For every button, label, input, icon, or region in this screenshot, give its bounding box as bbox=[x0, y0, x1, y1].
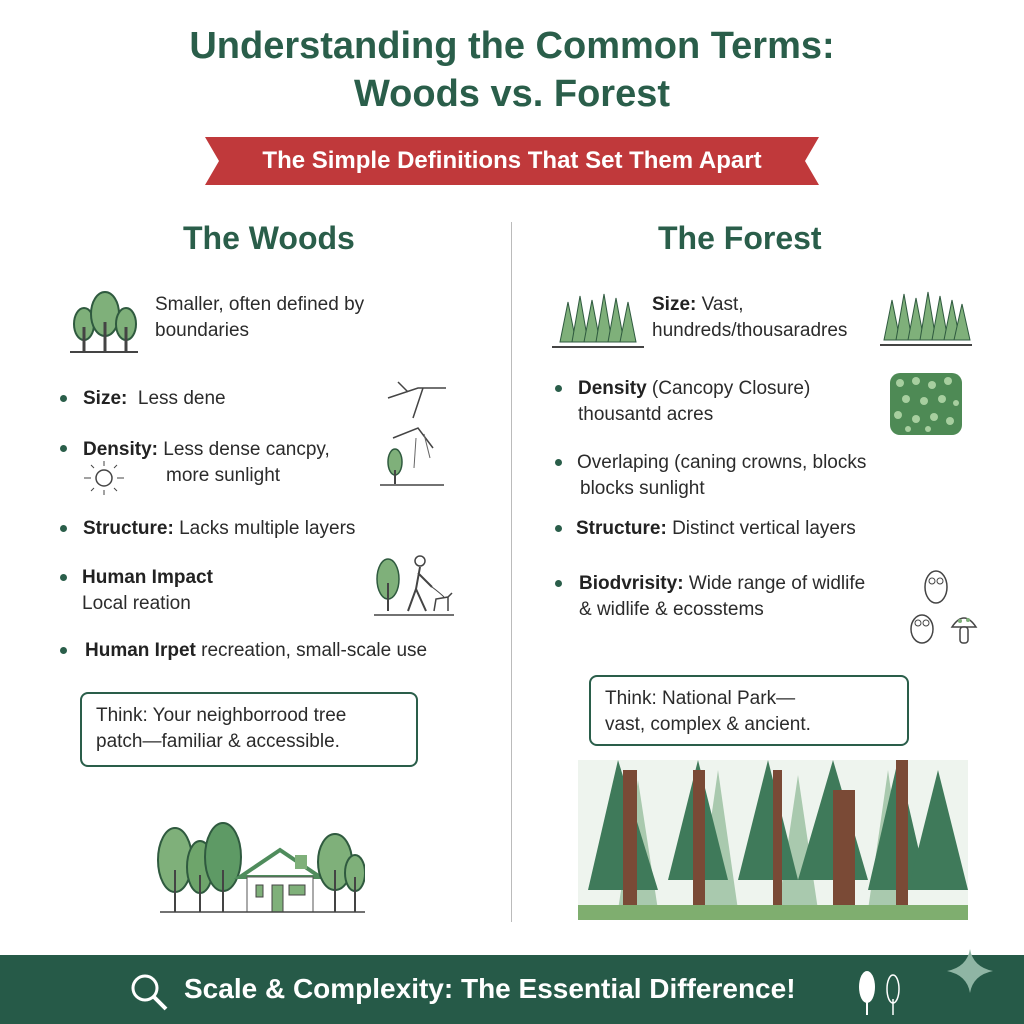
magnifier-icon bbox=[128, 971, 172, 1013]
forest-structure: Structure: Distinct vertical layers bbox=[576, 518, 856, 539]
bullet-icon bbox=[60, 395, 67, 402]
person-walking-dog-icon bbox=[374, 553, 456, 619]
leaf-trees-icon bbox=[855, 969, 911, 1017]
footer-bar: Scale & Complexity: The Essential Difference! bbox=[0, 955, 1024, 1024]
bullet-icon bbox=[60, 525, 67, 532]
old-growth-forest-illustration bbox=[578, 760, 968, 920]
bullet-icon bbox=[60, 445, 67, 452]
woods-think-box: Think: Your neighborrood tree patch—familiar & accessible. bbox=[80, 692, 418, 767]
forest-biodiversity: Biodvrisity: Wide range of widlife & widlife & ecosstems bbox=[579, 573, 866, 620]
forest-think-box: Think: National Park— vast, complex & ancient. bbox=[589, 675, 909, 746]
woods-intro: Smaller, often defined by boundaries bbox=[155, 294, 365, 341]
sun-icon bbox=[80, 458, 128, 498]
sparkle-icon bbox=[945, 949, 995, 995]
forest-heading: The Forest bbox=[658, 220, 822, 256]
sunlight-through-branches-icon bbox=[378, 378, 448, 490]
woods-structure: Structure: Lacks multiple layers bbox=[83, 518, 356, 539]
bullet-icon bbox=[555, 525, 562, 532]
page-title: Understanding the Common Terms: Woods vs. Forest bbox=[189, 25, 835, 115]
dense-canopy-icon bbox=[888, 371, 964, 437]
forest-overlapping: Overlaping (caning crowns, blocks blocks sunlight bbox=[577, 452, 867, 499]
woods-human-impact-2: Human Irpet recreation, small-scale use bbox=[85, 640, 428, 661]
forest-size: Size: Vast, hundreds/thousaradres bbox=[652, 294, 848, 341]
woods-density: Density: Less dense cancpy, bbox=[83, 439, 330, 460]
subtitle-banner: The Simple Definitions That Set Them Apart bbox=[205, 137, 819, 185]
bullet-icon bbox=[60, 574, 67, 581]
column-divider bbox=[511, 222, 512, 922]
bullet-icon bbox=[555, 580, 562, 587]
woods-human-impact: Human Impact Local reation bbox=[82, 567, 213, 614]
woods-heading: The Woods bbox=[183, 220, 355, 256]
woods-size: Size: Less dene bbox=[83, 388, 226, 409]
house-with-trees-illustration bbox=[155, 815, 365, 915]
owls-and-mushroom-icon bbox=[908, 565, 980, 649]
deciduous-trees-icon bbox=[68, 282, 140, 354]
bullet-icon bbox=[60, 647, 67, 654]
conifer-forest-icon-2 bbox=[880, 290, 972, 348]
conifer-forest-icon bbox=[552, 292, 644, 350]
forest-density: Density (Cancopy Closure) thousantd acres bbox=[578, 378, 811, 425]
woods-density-line2: more sunlight bbox=[166, 465, 281, 486]
bullet-icon bbox=[555, 385, 562, 392]
bullet-icon bbox=[555, 459, 562, 466]
